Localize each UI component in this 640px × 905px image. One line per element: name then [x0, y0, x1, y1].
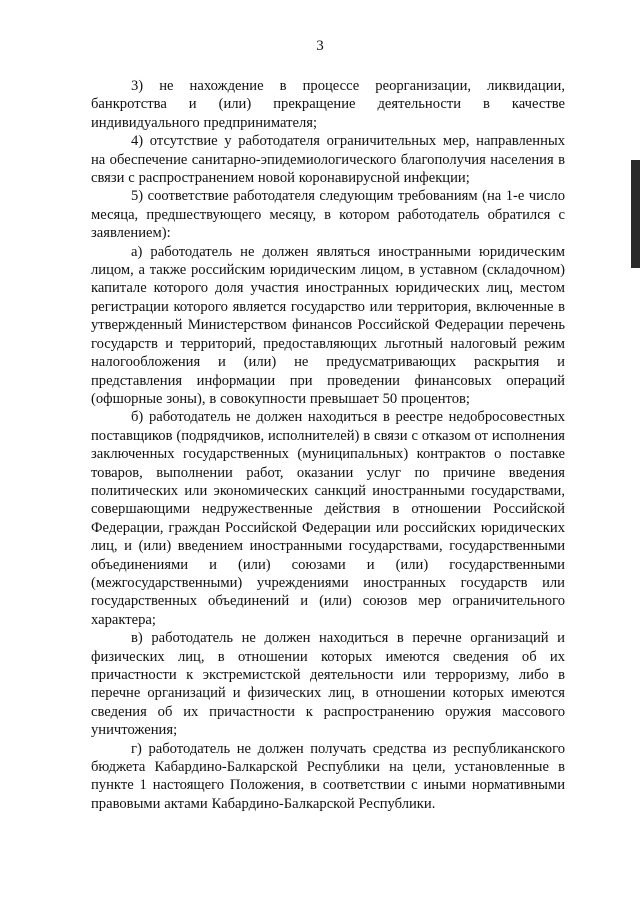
paragraph-subitem-b: б) работодатель не должен находиться в реестре недобросовестных поставщиков (подрядчиков, исполнителей) в связи с отказом от исполнения заключенных государственных (муниципальных) контрактов о поставке товаров, выполнении работ, оказании услуг по причине введения политических или экономических санкций иностранными государствами, совершающими недружественные действия в отношении Российской Федерации, граждан Российской Федерации или российских юридических лиц, и (или) введением иностранными государствами, государственными объединениями и (или) союзами и (или) государственными (межгосударственными) учреждениями иностранных государств или государственных объединений и (или) союзов мер ограничительного характера; [91, 409, 565, 628]
paragraph-subitem-g: г) работодатель не должен получать средства из республиканского бюджета Кабардино-Балкарской Республики на цели, установленные в пункте 1 настоящего Положения, в соответствии с иными нормативными правовыми актами Кабардино-Балкарской Республики. [91, 740, 565, 812]
paragraph-item-5: 5) соответствие работодателя следующим требованиям (на 1-е число месяца, предшествующего месяцу, в котором работодатель обратился с заявлением): [91, 188, 565, 242]
paragraph-subitem-a: а) работодатель не должен являться иностранными юридическим лицом, а также российским юридическим лицом, в уставном (складочном) капитале которого доля участия иностранных юридических лиц, местом регистрации которого является государство или территория, включенные в утвержденный Министерством финансов Российской Федерации перечень государств и территорий, предоставляющих льготный налоговый режим налогообложения и (или) не предусматривающих раскрытия и представления информации при проведении финансовых операций (офшорные зоны), в совокупности превышает 50 процентов; [91, 243, 565, 407]
paragraph-item-3: 3) не нахождение в процессе реорганизации, ликвидации, банкротства и (или) прекращение деятельности в качестве индивидуального предпринимателя; [91, 78, 565, 131]
paragraph-item-4: 4) отсутствие у работодателя ограничительных мер, направленных на обеспечение санитарно-эпидемиологического благополучия населения в связи с распространением новой коронавирусной инфекции; [91, 133, 565, 187]
paragraph-subitem-v: в) работодатель не должен находиться в перечне организаций и физических лиц, в отношении которых имеются сведения об их причастности к экстремистской деятельности или терроризму, либо в перечне организаций и физических лиц, в отношении которых имеются сведения об их причастности к распространению оружия массового уничтожения; [91, 630, 565, 739]
scan-edge-mark [631, 160, 640, 268]
document-body [91, 77, 565, 813]
page-number: 3 [316, 38, 324, 54]
